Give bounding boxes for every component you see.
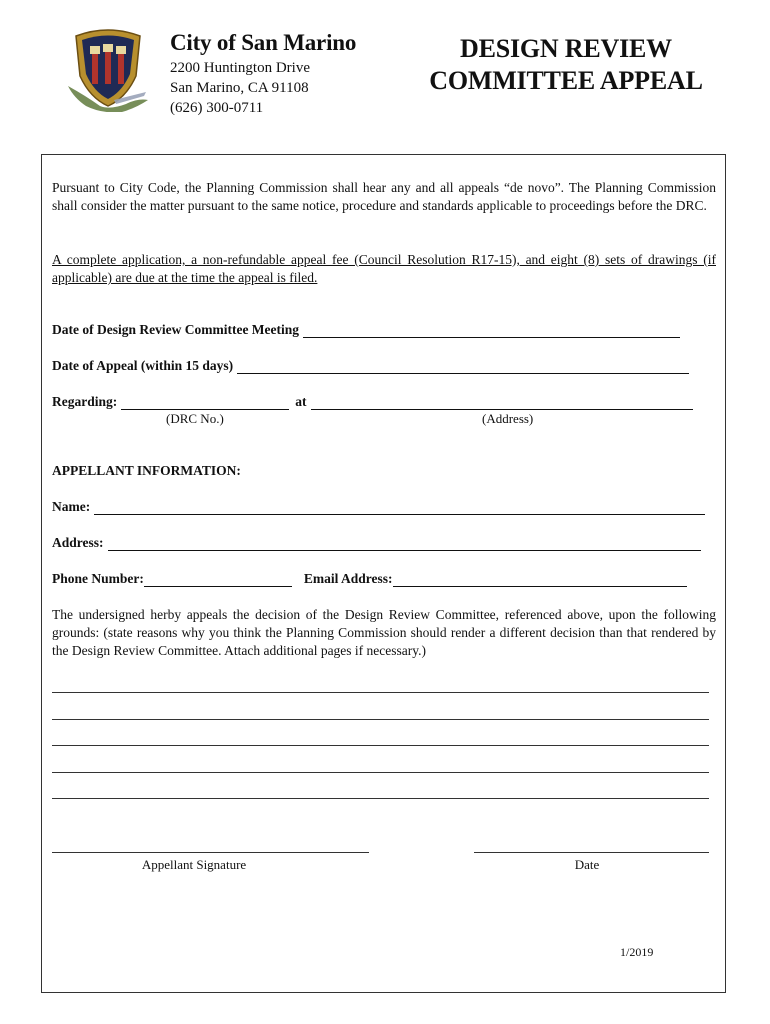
regarding-label: Regarding: <box>52 394 118 409</box>
document-title <box>416 33 716 97</box>
intro-paragraph: Pursuant to City Code, the Planning Commission shall hear any and all appeals “de novo”. The Planning Commission shall consider the matter pursuant to the same notice, procedure and standards applicable to proceedings before the DRC. <box>52 180 716 213</box>
name-row <box>52 499 705 515</box>
name-field[interactable] <box>94 501 705 515</box>
reason-line-3[interactable] <box>52 745 709 746</box>
city-name: City of San Marino <box>170 30 357 55</box>
reason-line-2[interactable] <box>52 719 709 720</box>
signature-field[interactable] <box>52 852 369 853</box>
appellant-address-field[interactable] <box>108 537 701 551</box>
reason-line-4[interactable] <box>52 772 709 773</box>
name-label: Name: <box>52 499 91 514</box>
appellant-section-title: APPELLANT INFORMATION: <box>52 463 241 478</box>
requirements-paragraph: A complete application, a non-refundable appeal fee (Council Resolution R17-15), and eight (8) sets of drawings (if applicable) are due at the time the appeal is filed. <box>52 252 716 285</box>
address-row <box>52 535 701 551</box>
address-line-2: San Marino, CA 91108 <box>170 80 309 96</box>
title-line-1: DESIGN REVIEW <box>460 34 672 63</box>
email-label: Email Address: <box>303 571 393 586</box>
address-sublabel: (Address) <box>482 411 534 426</box>
address-line-1: 2200 Huntington Drive <box>170 60 310 76</box>
appeal-date-field[interactable] <box>237 360 689 374</box>
city-seal-icon <box>66 26 150 112</box>
appellant-address-label: Address: <box>52 535 104 550</box>
drc-number-field[interactable] <box>121 396 289 410</box>
city-phone: (626) 300-0711 <box>170 100 264 116</box>
meeting-date-label: Date of Design Review Committee Meeting <box>52 322 300 337</box>
meeting-date-field[interactable] <box>303 324 680 338</box>
contact-row <box>52 571 687 587</box>
date-field[interactable] <box>474 852 709 853</box>
revision-date: 1/2019 <box>620 945 654 959</box>
phone-label: Phone Number: <box>52 571 144 586</box>
reason-line-5[interactable] <box>52 798 709 799</box>
at-label: at <box>295 394 307 409</box>
appeal-date-label: Date of Appeal (within 15 days) <box>52 358 234 373</box>
title-line-2: COMMITTEE APPEAL <box>429 66 703 95</box>
date-label: Date <box>574 857 600 872</box>
email-field[interactable] <box>393 573 687 587</box>
meeting-date-row <box>52 322 680 338</box>
regarding-row <box>52 394 693 410</box>
regarding-address-field[interactable] <box>311 396 693 410</box>
drc-number-sublabel: (DRC No.) <box>166 411 224 426</box>
appeal-date-row <box>52 358 689 374</box>
grounds-paragraph: The undersigned herby appeals the decision of the Design Review Committee, referenced above, upon the following grounds: (state reasons why you think the Planning Commission should render a different decision than that rendered by the Design Review Committee. Attach additional pages if necessary.) <box>52 607 716 658</box>
reason-line-1[interactable] <box>52 692 709 693</box>
signature-label: Appellant Signature <box>141 857 247 872</box>
phone-field[interactable] <box>144 573 292 587</box>
